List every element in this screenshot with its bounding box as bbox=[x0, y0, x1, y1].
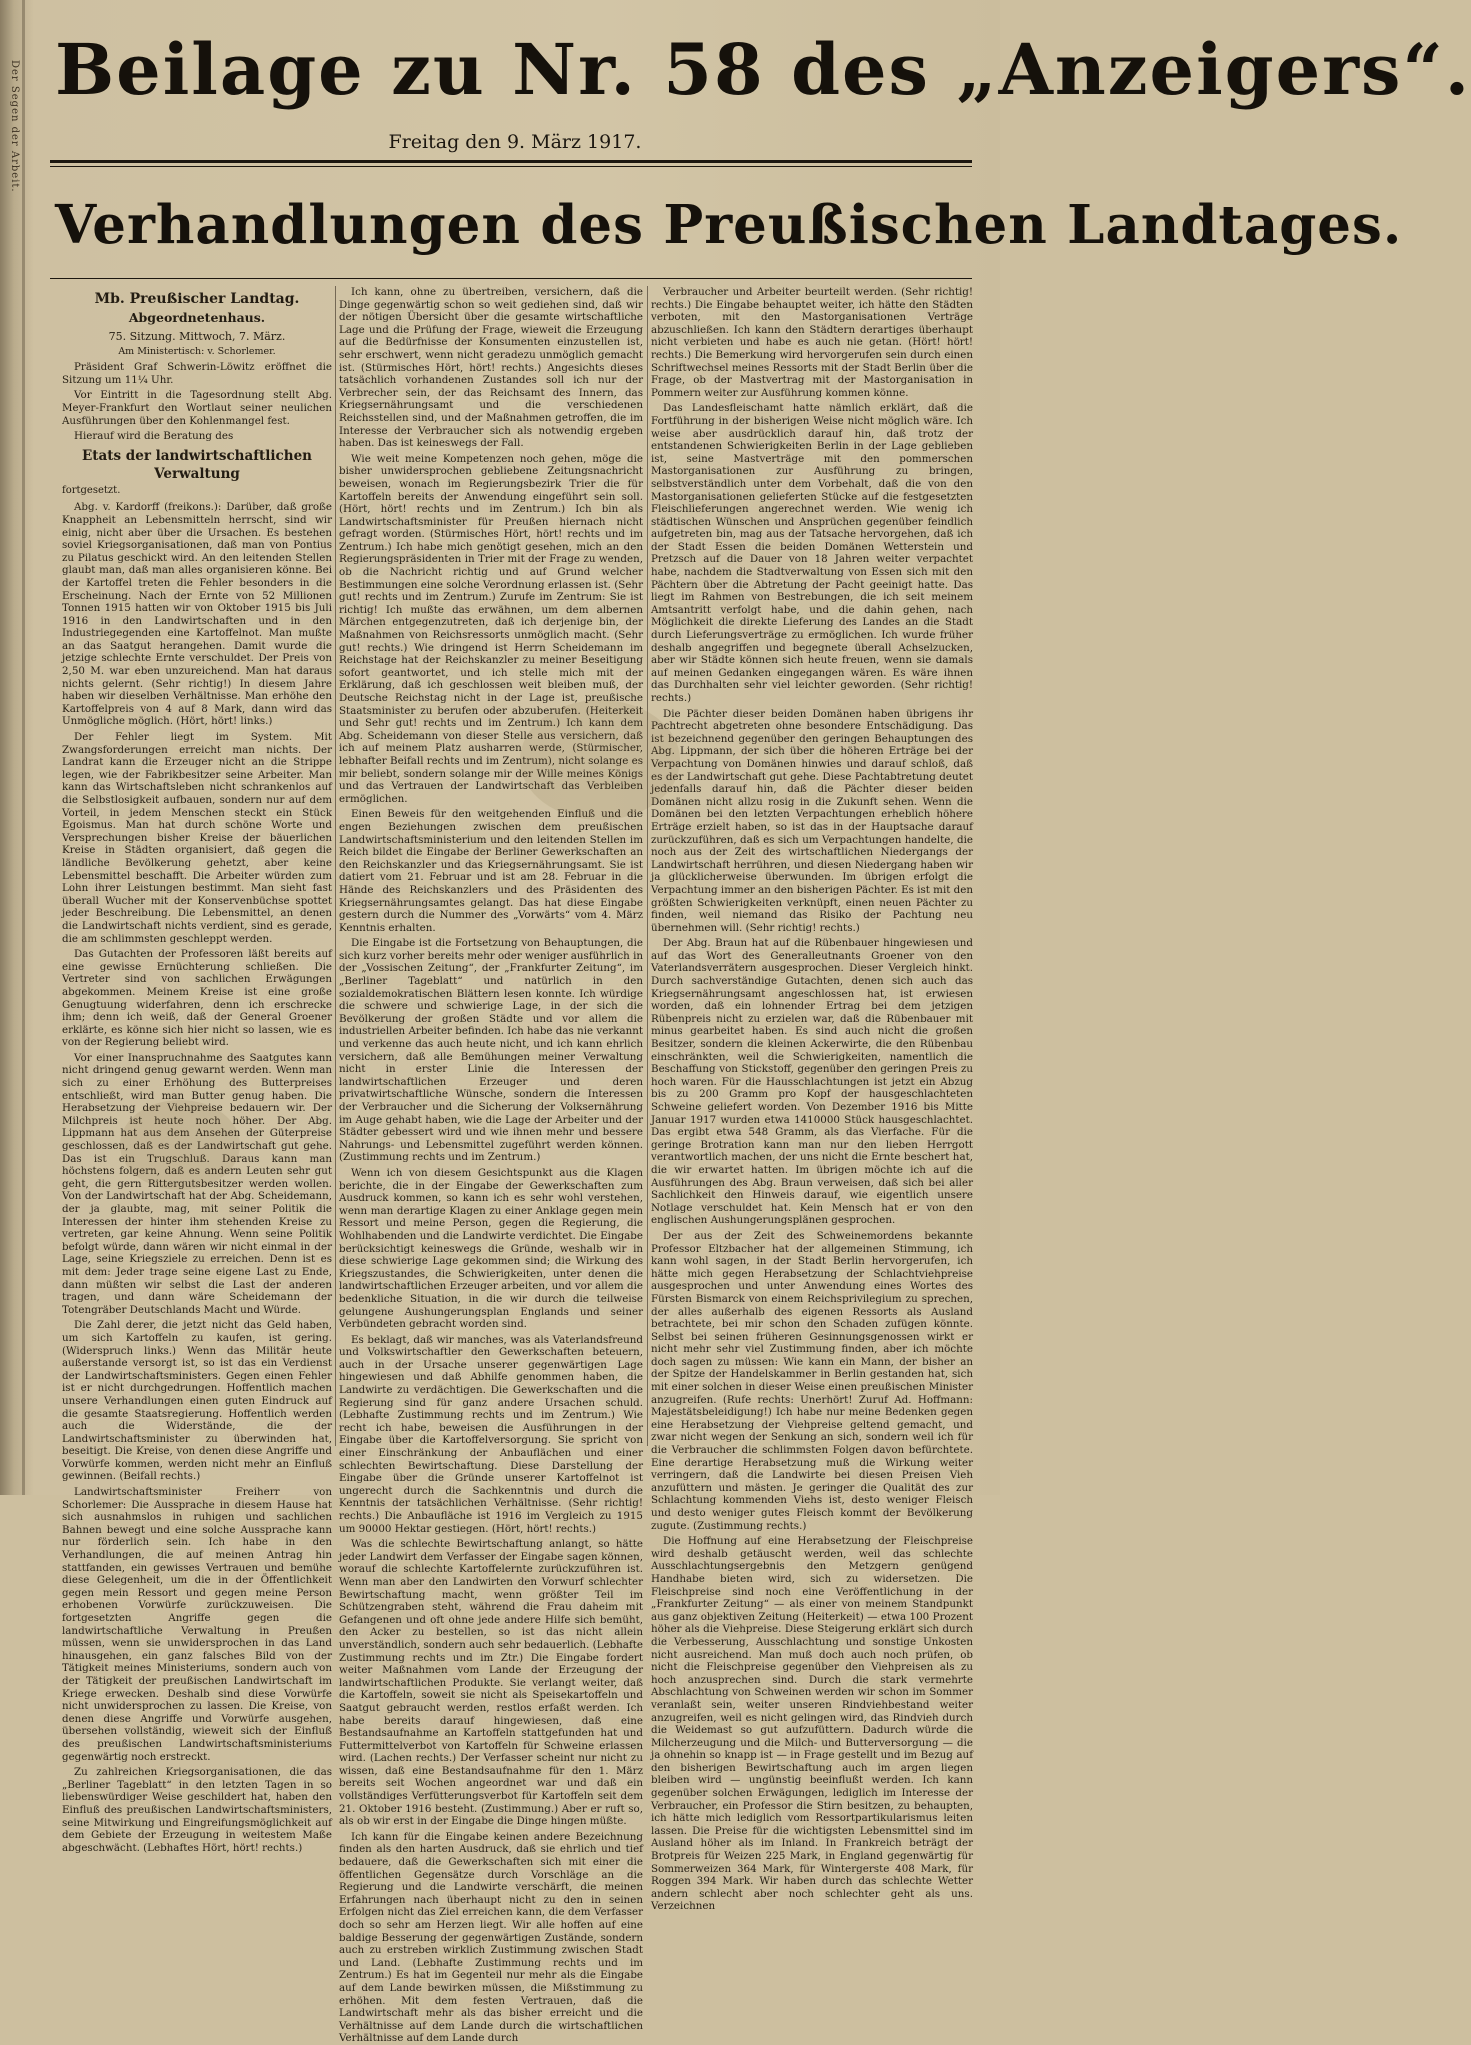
paragraph: Ich kann für die Eingabe keinen andere Bezeichnung finden als den harten Ausdruck, daß sie ehrlich und tief bedauere, daß die Gewerkschaften sich mit einer die öffentlichen Gegensätze durch Vorschläge an die Regierung und die Landwirte verschärft, die meinen Erfahrungen nach überhaupt nicht zu den in seinen Erfolgen nicht das Ziel erreichen kann, die dem Verfasser doch so sehr am Herzen liegt. Wir alle hoffen auf eine baldige Besserung der gegenwärtigen Zustände, sondern auch zu erstreben wirklich Zustimmung zwischen Stadt und Land. (Lebhafte Zustimmung rechts und im Zentrum.) Es hat im Gegenteil nur mehr als die Eingabe auf dem Lande bewirken müssen, die Mißstimmung zu erhöhen. Mit dem festen Vertrauen, daß die Landwirtschaft mehr als das bisher erreicht und die Verhältnisse auf dem Lande durch die wirtschaftlichen Verhältnisse auf dem Lande durch bbox=[339, 1830, 643, 2045]
ministry-line: Am Ministertisch: v. Schorlemer. bbox=[118, 345, 276, 357]
paragraph: Der Abg. Braun hat auf die Rübenbauer hingewiesen und auf das Wort des Generalleutnants Groener von den Vaterlandsverrätern ausgesprochen. Dieser Vergleich hinkt. Durch sachverständige Gutachten, denen sich auch das Kriegsernährungsamt angeschlossen hat, ist erwiesen worden, daß ein lohnender Ertrag bei dem jetzigen Rübenpreis nicht zu erzielen war, daß die Rübenbauer mit minus gearbeitet haben. Es sind auch nicht die großen Besitzer, sondern die kleinen Ackerwirte, die den Rübenbau einschränkten, weil die Schwierigkeiten, namentlich die Beschaffung von Stickstoff, gegenüber den geringen Preis zu hoch waren. Für die Hausschlachtungen ist jetzt ein Abzug bis zu 200 Gramm pro Kopf der hausgeschlachteten Schweine geliefert worden. Von Dezember 1916 bis Mitte Januar 1917 wurden etwa 1410000 Stück hausgeschlachtet. Das ergibt etwa 548 Gramm, als das Vierfache. Für die geringe Brotration kann man nur den lieben Herrgott verantwortlich machen, der uns nicht die Ernte beschert hat, die wir erwartet hatten. Im übrigen möchte ich auf die Ausführungen des Abg. Braun verweisen, daß sich bei aller Sachlichkeit den Hinweis darauf, wie eigentlich unsere Notlage verschuldet hat. Kein Mensch hat er von den englischen Aushungerungsplänen gesprochen. bbox=[651, 937, 973, 1227]
paragraph: Präsident Graf Schwerin-Löwitz eröffnet die Sitzung um 11¼ Uhr. bbox=[62, 361, 332, 386]
dateline: Freitag den 9. März 1917. bbox=[388, 131, 642, 153]
paragraph: Es beklagt, daß wir manches, was als Vaterlandsfreund und Volkswirtschaftler den Gewerkschaften beteuern, auch in der Ursache unserer gegenwärtigen Lage hingewiesen und daß Abhilfe genommen haben, die Landwirte zu verdächtigen. Die Gewerkschaften und die Regierung sind für ganz andere Ursachen schuld. (Lebhafte Zustimmung rechts und im Zentrum.) Wie recht ich habe, beweisen die Ausführungen in der Eingabe über die Kartoffelversorgung. Sie spricht von einer Einschränkung der Anbauflächen und einer schlechten Bewirtschaftung. Diese Darstellung der Eingabe über die Gründe unserer Kartoffelnot ist ungerecht durch die Sachkenntnis und durch die Kenntnis der tatsächlichen Verhältnisse. (Sehr richtig! rechts.) Die Anbaufläche ist 1916 im Vergleich zu 1915 um 90000 Hektar gestiegen. (Hört, hört! rechts.) bbox=[339, 1333, 643, 1535]
paragraph: Abg. v. Kardorff (freikons.): Darüber, daß große Knappheit an Lebensmitteln herrscht, sind wir einig, nicht aber über die Ursachen. Es bestehen soviel Kriegsorganisationen, daß man von Pontius zu Pilatus geschickt wird. An den leitenden Stellen glaubt man, daß man alles organisieren könne. Bei der Kartoffel treten die Fehler besonders in die Erscheinung. Nach der Ernte von 52 Millionen Tonnen 1915 hatten wir von Oktober 1915 bis Juli 1916 in den Landwirtschaften und in den Industriegegenden eine Kartoffelnot. Man mußte an das Saatgut herangehen. Damit wurde die jetzige schlechte Ernte verschuldet. Der Preis von 2,50 M. war eben unzureichend. Man hat daraus nichts gelernt. (Sehr richtig!) In diesem Jahre haben wir dieselben Verhältnisse. Man erhöhe den Kartoffelpreis von 4 auf 8 Mark, dann wird das Unmögliche möglich. (Hört, hört! links.) bbox=[62, 501, 332, 728]
paragraph: Das Landesfleischamt hatte nämlich erklärt, daß die Fortführung in der bisherigen Weise nicht möglich wäre. Ich weise aber ausdrücklich darauf hin, daß trotz der entstandenen Schwierigkeiten Berlin in der Lage geblieben ist, seine Mastverträge mit den pommerschen Mastorganisationen zur Ausführung zu bringen, selbstverständlich unter dem Vorbehalt, daß die von den Mastorganisationen gelieferten Stücke auf die festgesetzten Fleischlieferungen angerechnet werden. Wie wenig ich städtischen Wünschen und Ansprüchen gegenüber feindlich aufgetreten bin, mag aus der Tatsache hervorgehen, daß ich der Stadt Essen die beiden Domänen Wetterstein und Pretzsch auf die Dauer von 18 Jahren weiter verpachtet habe, nachdem die Stadtverwaltung von Essen sich mit den Pächtern über die Abtretung der Pacht geeinigt hatte. Das liegt im Rahmen von Bestrebungen, die ich seit meinem Amtsantritt verfolgt habe, und die dahin gehen, nach Möglichkeit die direkte Lieferung des Landes an die Stadt durch Lieferungsverträge zu ermöglichen. Ich wurde früher deshalb angegriffen und begegnete überall Achselzucken, aber wir Städte können sich heute freuen, wenn sie damals auf meinen Gedanken eingegangen wären. Es wäre ihnen das Durchhalten sehr viel leichter geworden. (Sehr richtig! rechts.) bbox=[651, 402, 973, 704]
paragraph: Die Pächter dieser beiden Domänen haben übrigens ihr Pachtrecht abgetreten ohne besondere Entschädigung. Das ist bezeichnend gegenüber den geringen Behauptungen des Abg. Lippmann, der sich über die höheren Erträge bei der Verpachtung von Domänen hinwies und darauf schloß, daß es der Landwirtschaft gut gehe. Diese Pachtabtretung deutet jedenfalls darauf hin, daß die Pächter dieser beiden Domänen nicht allzu rosig in die Zukunft sehen. Wenn die Domänen bei den letzten Verpachtungen erheblich höhere Erträge erzielt haben, so ist das in der Hauptsache darauf zurückzuführen, daß es sich um Verpachtungen handelte, die noch aus der Zeit des wirtschaftlichen Niedergangs der Landwirtschaft herrühren, und diesen Niedergang haben wir ja glücklicherweise überwunden. Im übrigen erfolgt die Verpachtung immer an den bisherigen Pächter. Es ist mit den größten Schwierigkeiten verknüpft, einen neuen Pächter zu finden, weil niemand das Risiko der Pachtung neu übernehmen will. (Sehr richtig! rechts.) bbox=[651, 707, 973, 934]
paragraph: Landwirtschaftsminister Freiherr von Schorlemer: Die Aussprache in diesem Hause hat sich ausnahmslos in ruhigen und sachlichen Bahnen bewegt und eine solche Aussprache kann nur förderlich sein. Ich habe in den Verhandlungen, die auf meinen Antrag hin stattfanden, ein gewisses Vertrauen und bemühe diese Gelegenheit, um die in der Öffentlichkeit gegen mein Ressort und gegen meine Person erhobenen Vorwürfe zurückzuweisen. Die fortgesetzten Angriffe gegen die landwirtschaftliche Verwaltung in Preußen müssen, wenn sie unwidersprochen in das Land hinausgehen, ein ganz falsches Bild von der Tätigkeit meines Ministeriums, sondern auch von der Tätigkeit der preußischen Landwirtschaft im Kriege erwecken. Deshalb sind diese Vorwürfe nicht unwidersprochen zu lassen. Die Kreise, von denen diese Angriffe und Vorwürfe ausgehen, übersehen vollständig, wieweit sich der Einfluß des preußischen Landwirtschaftsministeriums gegenwärtig noch erstreckt. bbox=[62, 1486, 332, 1763]
paper-stain bbox=[520, 700, 680, 820]
budget-title: Etats der landwirtschaftlichen Verwaltung bbox=[81, 447, 312, 482]
article-column-2 bbox=[339, 286, 643, 2045]
paragraph: Der aus der Zeit des Schweinemordens bekannte Professor Eltzbacher hat der allgemeinen Stimmung, ich kann wohl sagen, in der Stadt Berlin hervorgerufen, ich hätte mich gegen Herabsetzung der Schlachtviehpreise ausgesprochen und unter Anwendung eines Wortes des Fürsten Bismarck von einem Reichsprivilegium zu sprechen, der alles außerhalb des eigenen Ressorts als Ausland betrachtete, bei mir schon den Schaden zufügen könnte. Selbst bei seinen früheren Gesinnungsgenossen wirkt er nicht mehr sehr viel Zustimmung finden, aber ich möchte doch sagen zu müssen: Wie kann ein Mann, der bisher an der Spitze der Handelskammer in Berlin gestanden hat, sich mit einer solchen in dieser Weise einen preußischen Minister anzugreifen. (Rufe rechts: Unerhört! Zuruf Ad. Hoffmann: Majestätsbeleidigung!) Ich habe nur meine Bedenken gegen eine Herabsetzung der Viehpreise geltend gemacht, und zwar nicht wegen der Senkung an sich, sondern weil ich für die Verbraucher die schlimmsten Folgen davon befürchtete. Eine derartige Herabsetzung muß die Wirkung weiter verringern, daß die Landwirte bei diesen Preisen Vieh anzufüttern und mästen. Je geringer die Qualität des zur Schlachtung kommenden Viehs ist, desto weniger Fleisch und desto weniger gutes Fleisch kommt der Bevölkerung zugute. (Zustimmung rechts.) bbox=[651, 1229, 973, 1532]
section-name: Preußischer Landtag. bbox=[129, 291, 300, 307]
budget-subtitle: fortgesetzt. bbox=[62, 484, 121, 496]
session-line: 75. Sitzung. Mittwoch, 7. März. bbox=[108, 330, 286, 343]
byline: Mb. bbox=[94, 291, 125, 307]
column-divider bbox=[335, 286, 336, 1446]
section-title bbox=[62, 290, 332, 308]
paragraph: Vor einer Inanspruchnahme des Saatgutes kann nicht dringend genug gewarnt werden. Wenn man sich zu einer Erhöhung des Butterpreises entschließt, wird man Butter genug haben. Die Herabsetzung der Viehpreise bedauern wir. Der Milchpreis ist heute noch höher. Der Abg. Lippmann hat aus dem Ansehen der Güterpreise geschlossen, daß es der Landwirtschaft gut gehe. Das ist ein Trugschluß. Daraus kann man höchstens folgern, daß es andern Leuten sehr gut geht, die gern Rittergutsbesitzer werden wollen. Von der Landwirtschaft hat der Abg. Scheidemann, der ja glaubte, mag, mit seiner Politik die Interessen der hinter ihm stehenden Kreise zu vertreten, gar keine Ahnung. Wenn seine Politik befolgt würde, dann wären wir nicht einmal in der Lage, seine Kriegsziele zu erreichen. Denn ist es mit dem: Jeder trage seine eigene Last zu Ende, dann müßten wir selbst die Last der anderen tragen, und dann wäre Scheidemann der Totengräber Deutschlands Macht und Würde. bbox=[62, 1051, 332, 1316]
paragraph: Die Eingabe ist die Fortsetzung von Behauptungen, die sich kurz vorher bereits mehr oder weniger ausführlich in der „Vossischen Zeitung“, der „Frankfurter Zeitung“, im „Berliner Tageblatt“ und natürlich in den sozialdemokratischen Blättern lesen konnte. Ich würdige die schwere und schwierige Lage, in der sich die Bevölkerung der großen Städte und vor allem die industriellen Arbeiter befinden. Ich habe das nie verkannt und verkenne das auch heute nicht, und ich kann ehrlich versichern, daß alle Bemühungen meiner Verwaltung nicht in erster Linie die Interessen der landwirtschaftlichen Erzeuger und deren privatwirtschaftliche Wünsche, sondern die Interessen der Verbraucher und die Sicherung der Volksernährung im Auge gehabt haben, wie die Lage der Arbeiter und der Städter gebessert wird und wie ihnen mehr und bessere Nahrungs- und Lebensmittel zugeführt werden können. (Zustimmung rechts und im Zentrum.) bbox=[339, 937, 643, 1164]
adjacent-page-strip: Der Segen der Arbeit. bbox=[9, 60, 20, 193]
main-headline: Verhandlungen des Preußischen Landtages. bbox=[55, 194, 1403, 256]
paragraph: Das Gutachten der Professoren läßt bereits auf eine gewisse Ernüchterung schließen. Die Vertreter sind von sachlichen Erwägungen abgekommen. Meinem Kreise ist eine große Genugtuung widerfahren, denn ich erschrecke ihm; denn ich weiß, daß der General Groener erklärte, es könne sich hier nicht so lassen, wie es von der Regierung beliebt wird. bbox=[62, 948, 332, 1049]
paragraph: Hierauf wird die Beratung des bbox=[74, 430, 234, 443]
page-fold-shadow bbox=[22, 0, 25, 1495]
paragraph: Der Fehler liegt im System. Mit Zwangsforderungen erreicht man nichts. Der Landrat kann die Erzeuger nicht an die Strippe legen, wie der Fabrikbesitzer seine Arbeiter. Man kann das Wirtschaftsleben nicht schrankenlos auf die Selbstlosigkeit aufbauen, sondern nur auf dem Vorteil, in jedem Menschen steckt ein Stück Egoismus. Man hat durch schöne Worte und Versprechungen bisher Kreise der bäuerlichen Kreise in Städten organisiert, daß gegen die ländliche Bevölkerung gehetzt, aber keine Lebensmittel beschafft. Die Arbeiter würden zum Lohn ihrer Leistungen bestimmt. Man sieht fast überall Wucher mit der Konservenbüchse spottet jeder Beschreibung. Die Lebensmittel, an denen die Landwirtschaft nichts verdient, sind es gerade, die am schlimmsten geschleppt werden. bbox=[62, 731, 332, 945]
paragraph: Ich kann, ohne zu übertreiben, versichern, daß die Dinge gegenwärtig schon so weit gediehen sind, daß wir der nötigen Übersicht über die gesamte wirtschaftliche Lage und die Prüfung der Frage, wieweit die Erzeugung auf die Bedürfnisse der Konsumenten einzustellen ist, sehr erschwert, wenn nicht geradezu unmöglich gemacht ist. (Stürmisches Hört, hört! rechts.) Angesichts dieses tatsächlich vorhandenen Zustandes soll ich nur der Verbrecher sein, der das Reichsamt des Innern, das Kriegsernährungsamt und die verschiedenen Reichsstellen sind, und der Maßnahmen getroffen, die im Interesse der Verbraucher sich als notwendig ergeben haben. Das ist keineswegs der Fall. bbox=[339, 286, 643, 450]
article-column-3 bbox=[651, 286, 973, 1913]
paragraph: Vor Eintritt in die Tagesordnung stellt Abg. Meyer-Frankfurt den Wortlaut seiner neulichen Ausführungen über den Kohlenmangel fest. bbox=[62, 389, 332, 427]
paragraph: Die Zahl derer, die jetzt nicht das Geld haben, um sich Kartoffeln zu kaufen, ist gering. (Widerspruch links.) Wenn das Militär heute außerstande versorgt ist, so ist das ein Verdienst der Landwirtschaftsministers. Gegen einen Fehler ist er nicht durchgedrungen. Hoffentlich machen unsere Verhandlungen einen guten Eindruck auf die gesamte Staatsregierung. Hoffentlich werden auch die Widerstände, die der Landwirtschaftsminister zu überwinden hat, beseitigt. Die Kreise, von denen diese Angriffe und Vorwürfe kommen, werden nicht mehr an Einfluß gewinnen. (Beifall rechts.) bbox=[62, 1319, 332, 1483]
column-divider bbox=[647, 286, 648, 1446]
paragraph: Zu zahlreichen Kriegsorganisationen, die das „Berliner Tageblatt“ in den letzten Tagen in so liebenswürdiger Weise geschildert hat, haben den Einfluß des preußischen Landwirtschaftsministers, seine Mitwirkung und Eingreifungsmöglichkeit auf dem Gebiete der Erzeugung in weitestem Maße abgeschwächt. (Lebhaftes Hört, hört! rechts.) bbox=[62, 1766, 332, 1854]
paragraph: Verbraucher und Arbeiter beurteilt werden. (Sehr richtig! rechts.) Die Eingabe behauptet weiter, ich hätte den Städten verboten, mit den Mastorganisationen Verträge abzuschließen. Ich kann den Städtern derartiges überhaupt nicht verbieten und habe es auch nie getan. (Hört! hört! rechts.) Die Bemerkung wird hervorgerufen sein durch einen Schriftwechsel meines Ressorts mit der Stadt Berlin über die Frage, ob der Mastvertrag mit der Mastorganisation in Pommern weiter zur Ausführung kommen könne. bbox=[651, 286, 973, 399]
paragraph: Wenn ich von diesem Gesichtspunkt aus die Klagen berichte, die in der Eingabe der Gewerkschaften zum Ausdruck kommen, so kann ich es sehr wohl verstehen, wenn man derartige Klagen zu einer Anklage gegen mein Ressort und meine Person, gegen die Regierung, die Wohlhabenden und die Landwirte verdichtet. Die Eingabe berücksichtigt keineswegs die Gründe, weshalb wir in diese schwierige Lage gekommen sind; die Wirkung des Kriegszustandes, die Schwierigkeiten, unter denen die landwirtschaftlichen Erzeuger arbeiten, und vor allem die bedenkliche Situation, in die wir durch die teilweise gelungene Aushungerungsplan Englands und seiner Verbündeten gebracht worden sind. bbox=[339, 1166, 643, 1331]
article-column-1 bbox=[62, 286, 332, 1854]
paragraph: Die Hoffnung auf eine Herabsetzung der Fleischpreise wird deshalb getäuscht werden, weil das schlechte Ausschlachtungsergebnis den Metzgern genügend Handhabe bieten wird, sich zu widersetzen. Die Fleischpreise sind noch eine Veröffentlichung in der „Frankfurter Zeitung“ — als einer von meinem Standpunkt aus ganz objektiven Zeitung (Heiterkeit) — etwa 100 Prozent höher als die Viehpreise. Diese Steigerung erklärt sich durch die Verbesserung, Ausschlachtung und sonstige Unkosten nicht ausreichend. Man muß doch auch noch prüfen, ob nicht die Fleischpreise gegenüber den Viehpreisen als zu hoch anzusprechen sind. Durch die stark vermehrte Abschlachtung von Schweinen werden wir schon im Sommer veranlaßt sein, weiter unseren Rindviehbestand weiter anzugreifen, weil es nicht gelingen wird, das Rindvieh durch die Weidemast so gut aufzufüttern. Dadurch würde die Milcherzeugung und die Milch- und Butterversorgung — die ja ohnehin so knapp ist — in Frage gestellt und im Bezug auf den bisherigen Bewirtschaftung auch im argen liegen bleiben wird — ungünstig beeinflußt werden. Ich kann gegenüber solchen Erwägungen, lediglich im Interesse der Verbraucher, ein Professor die Stirn besitzen, zu behaupten, ich hätte mich lediglich vom Ressortpartikularismus leiten lassen. Die Preise für die wichtigsten Lebensmittel sind im Ausland höher als im Inland. In Frankreich beträgt der Brotpreis für Weizen 225 Mark, in England gegenwärtig für Sommerweizen 364 Mark, für Wintergerste 408 Mark, für Roggen 394 Mark. Wir haben durch das schlechte Wetter andern schlecht aber noch schlechter geht als uns. Verzeichnen bbox=[651, 1535, 973, 1913]
masthead-rule bbox=[50, 160, 972, 163]
headline-rule bbox=[50, 278, 972, 279]
paragraph: Was die schlechte Bewirtschaftung anlangt, so hätte jeder Landwirt dem Verfasser der Eingabe sagen können, worauf die schlechte Kartoffelernte zurückzuführen ist. Wenn man aber den Landwirten den Vorwurf schlechter Bewirtschaftung macht, wenn größter Teil im Schützengraben steht, während die Frau daheim mit Gefangenen und oft ohne jede andere Hilfe sich bemüht, den Acker zu bestellen, so ist das nicht allein unverständlich, sondern auch sehr bedauerlich. (Lebhafte Zustimmung rechts und im Ztr.) Die Eingabe fordert weiter Maßnahmen vom Lande der Erzeugung der landwirtschaftlichen Produkte. Sie verlangt weiter, daß die Kartoffeln, soweit sie nicht als Speisekartoffeln und Saatgut gebraucht werden, restlos erfaßt werden. Ich habe bereits darauf hingewiesen, daß eine Bestandsaufnahme an Kartoffeln stattgefunden hat und Futtermittelverbot von Kartoffeln für Schweine erlassen wird. (Lachen rechts.) Der Verfasser scheint nur nicht zu wissen, daß eine Bestandsaufnahme für den 1. März bereits seit Wochen angeordnet war und daß ein vollständiges Verfütterungsverbot für Kartoffeln seit dem 21. Oktober 1916 besteht. (Zustimmung.) Aber er ruft so, als ob wir erst in der Eingabe die Dinge hingen müßte. bbox=[339, 1538, 643, 1828]
paragraph: Wie weit meine Kompetenzen noch gehen, möge die bisher unwidersprochen gebliebene Zeitungsnachricht beweisen, wonach im Regierungsbezirk Trier die für Kartoffeln bereits der Anwendung eingeführt sein soll. (Hört, hört! rechts und im Zentrum.) Ich bin als Landwirtschaftsminister für Preußen hiernach nicht gefragt worden. (Stürmisches Hört, hört! rechts und im Zentrum.) Ich habe mich genötigt gesehen, mich an den Regierungspräsidenten in Trier mit der Frage zu wenden, ob die Nachricht richtig und auf Grund welcher Bestimmungen eine solche Verordnung erlassen ist. (Sehr gut! rechts und im Zentrum.) Zurufe im Zentrum: Sie ist richtig! Ich mußte das erwähnen, um dem albernen Märchen entgegenzutreten, daß ich derjenige bin, der Maßnahmen von Reichsressorts unmöglich macht. (Sehr gut! rechts.) Wie dringend ist Herrn Scheidemann im Reichstage hat der Reichskanzler zu meiner Beseitigung sofort geantwortet, und ich stelle mich mit der Erklärung, daß ich geschlossen weit bleiben muß, der Deutsche Reichstag nicht in der Lage ist, preußische Staatsminister zu berufen oder abzuberufen. (Heiterkeit und Sehr gut! rechts und im Zentrum.) Ich kann dem Abg. Scheidemann von dieser Stelle aus versichern, daß ich auf meinem Platz ausharren werde, (Stürmischer, lebhafter Beifall rechts und im Zentrum), nicht solange es mir beliebt, sondern solange mir der Wille meines Königs und das Vertrauen der Landwirtschaft das Verbleiben ermöglichen. bbox=[339, 452, 643, 805]
paragraph: Einen Beweis für den weitgehenden Einfluß und die engen Beziehungen zwischen dem preußischen Landwirtschaftsministerium und den leitenden Stellen im Reich bildet die Eingabe der Berliner Gewerkschaften an den Reichskanzler und das Kriegsernährungsamt. Sie ist datiert vom 21. Februar und ist am 28. Februar in die Hände des Reichskanzlers und des Präsidenten des Kriegsernährungsamtes gelangt. Das hat diese Eingabe gestern durch die Nummer des „Vorwärts“ vom 4. März Kenntnis erhalten. bbox=[339, 808, 643, 934]
masthead-title: Beilage zu Nr. 58 des „Anzeigers“. bbox=[55, 28, 1471, 111]
masthead-rule-thin bbox=[50, 166, 972, 167]
chamber-title: Abgeordnetenhaus. bbox=[128, 310, 266, 325]
paper-stain bbox=[120, 1100, 240, 1190]
